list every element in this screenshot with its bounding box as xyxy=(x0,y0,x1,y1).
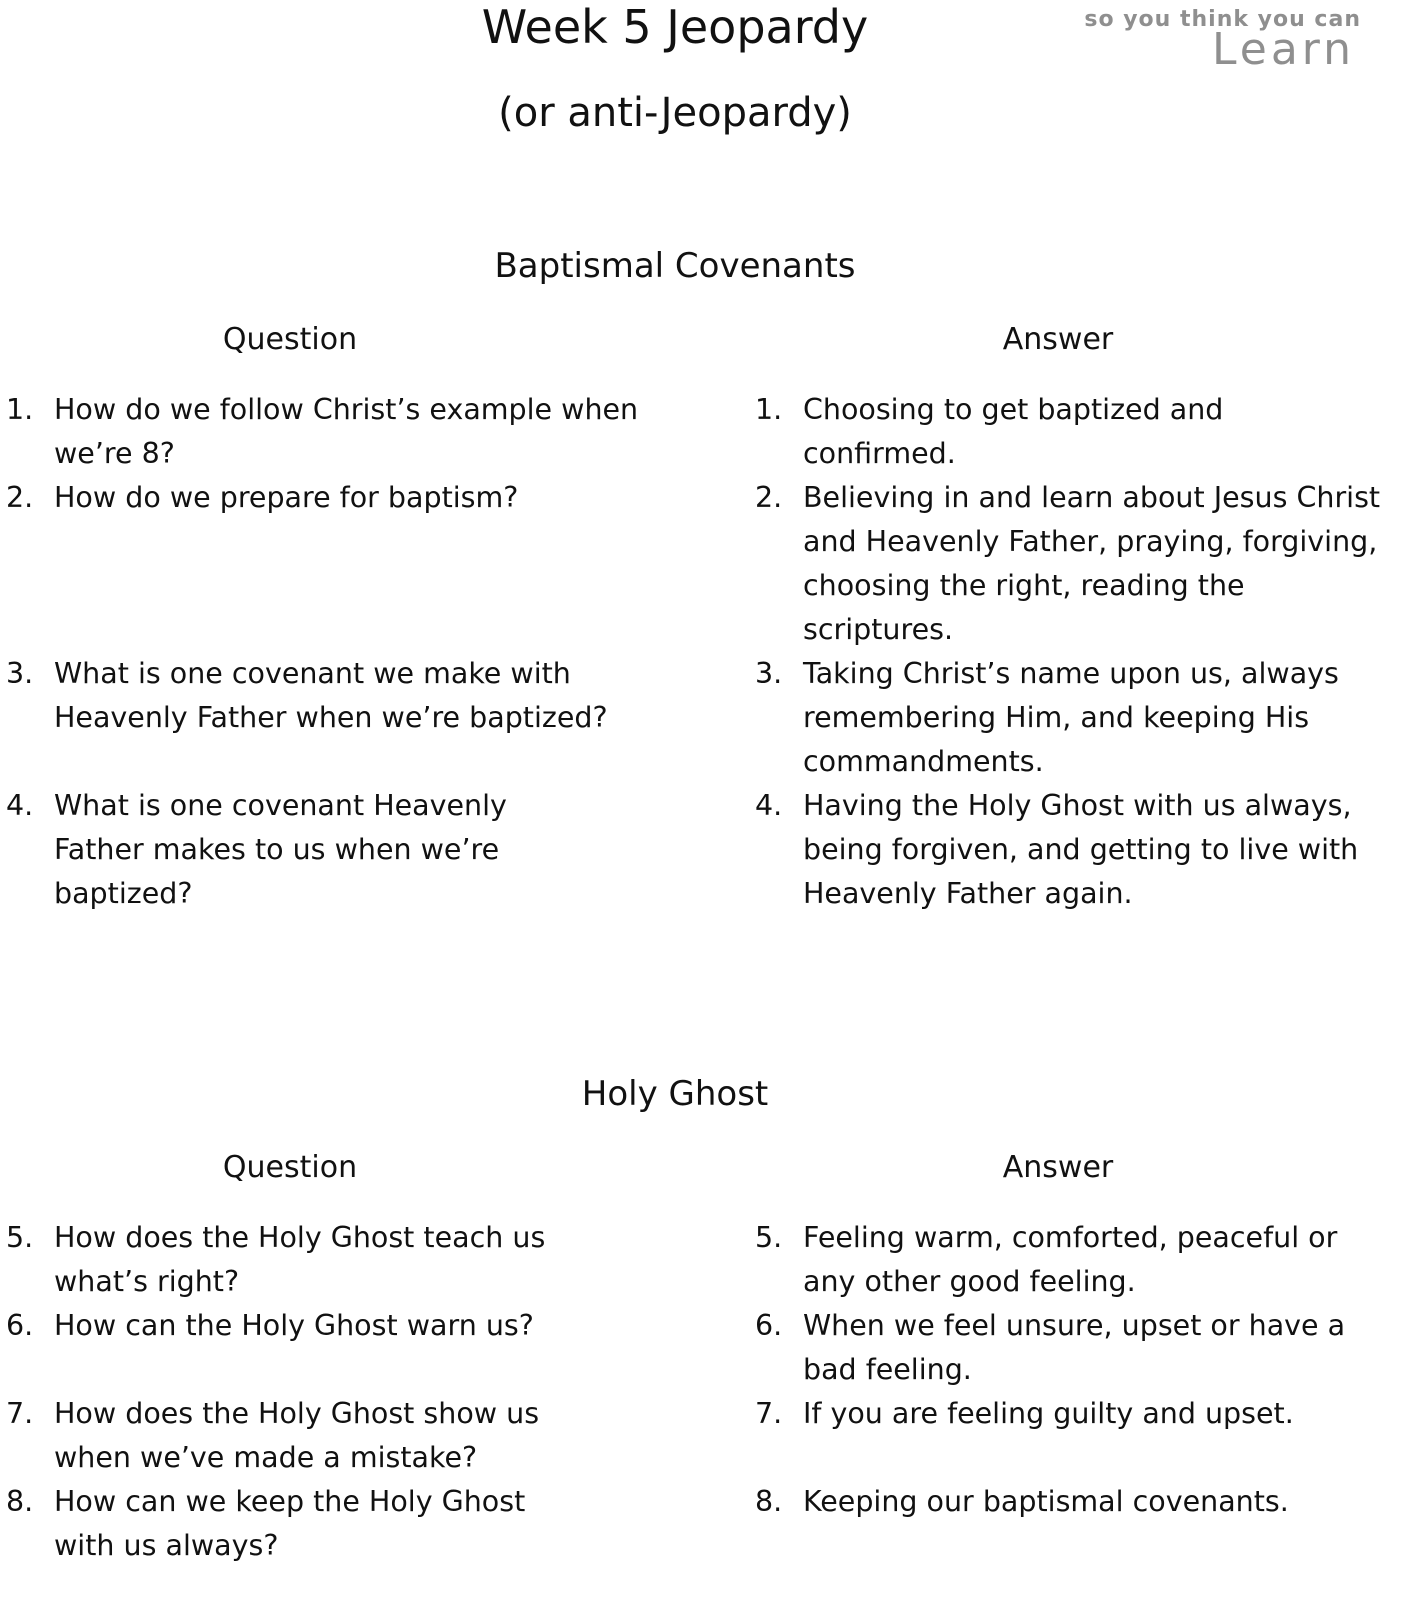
question-item xyxy=(6,388,666,476)
answer-item xyxy=(755,388,1315,476)
question-column-header: Question xyxy=(222,1150,358,1185)
question-item xyxy=(6,652,626,740)
answer-text: Keeping our baptismal covenants. xyxy=(803,1485,1289,1518)
page-title: Week 5 Jeopardy xyxy=(481,0,869,54)
question-text: How does the Holy Ghost teach us what’s right? xyxy=(54,1221,546,1298)
answer-number: 8. xyxy=(755,1485,783,1518)
question-text: What is one covenant we make with Heavenly Father when we’re baptized? xyxy=(54,657,608,734)
answer-number: 2. xyxy=(755,481,783,514)
question-item xyxy=(6,1304,666,1348)
answer-column-header: Answer xyxy=(1002,322,1114,357)
question-text: How can we keep the Holy Ghost with us always? xyxy=(54,1485,526,1562)
section-title-baptismal-covenants: Baptismal Covenants xyxy=(494,246,856,286)
answer-number: 7. xyxy=(755,1397,783,1430)
answer-text: Taking Christ’s name upon us, always remembering Him, and keeping His commandments. xyxy=(803,657,1339,778)
question-item xyxy=(6,784,566,916)
question-text: How do we prepare for baptism? xyxy=(54,481,519,514)
question-number: 4. xyxy=(6,789,34,822)
question-item xyxy=(6,1480,586,1568)
question-text: What is one covenant Heavenly Father makes to us when we’re baptized? xyxy=(54,789,507,910)
answer-text: Choosing to get baptized and confirmed. xyxy=(803,393,1224,470)
answer-text: If you are feeling guilty and upset. xyxy=(803,1397,1294,1430)
question-item xyxy=(6,1392,586,1480)
question-text: How do we follow Christ’s example when we’re 8? xyxy=(54,393,639,470)
question-number: 7. xyxy=(6,1397,34,1430)
question-number: 5. xyxy=(6,1221,34,1254)
question-text: How can the Holy Ghost warn us? xyxy=(54,1309,534,1342)
answer-item xyxy=(755,1304,1385,1392)
answer-item xyxy=(755,1392,1385,1436)
brand-logo xyxy=(1021,7,1361,75)
answer-item xyxy=(755,476,1385,652)
logo-wordmark: Learn xyxy=(1212,24,1355,75)
question-number: 6. xyxy=(6,1309,34,1342)
page-subtitle: (or anti-Jeopardy) xyxy=(498,90,852,136)
answer-number: 1. xyxy=(755,393,783,426)
answer-item xyxy=(755,784,1385,916)
question-item xyxy=(6,1216,606,1304)
answer-item xyxy=(755,1480,1385,1524)
question-number: 2. xyxy=(6,481,34,514)
logo-tagline: so you think you can xyxy=(1084,7,1361,32)
answer-item xyxy=(755,652,1385,784)
answer-number: 5. xyxy=(755,1221,783,1254)
answer-text: Having the Holy Ghost with us always, being forgiven, and getting to live with Heavenly Father again. xyxy=(803,789,1359,910)
answer-column-header: Answer xyxy=(1002,1150,1114,1185)
answer-text: Feeling warm, comforted, peaceful or any other good feeling. xyxy=(803,1221,1338,1298)
section-title-holy-ghost: Holy Ghost xyxy=(581,1074,769,1114)
question-number: 8. xyxy=(6,1485,34,1518)
question-column-header: Question xyxy=(222,322,358,357)
answer-number: 4. xyxy=(755,789,783,822)
question-number: 1. xyxy=(6,393,34,426)
answer-number: 3. xyxy=(755,657,783,690)
answer-item xyxy=(755,1216,1385,1304)
answer-text: When we feel unsure, upset or have a bad feeling. xyxy=(803,1309,1346,1386)
answer-number: 6. xyxy=(755,1309,783,1342)
answer-text: Believing in and learn about Jesus Christ and Heavenly Father, praying, forgiving, choosing the right, reading the scriptures. xyxy=(803,481,1381,646)
question-text: How does the Holy Ghost show us when we’ve made a mistake? xyxy=(54,1397,540,1474)
question-item xyxy=(6,476,666,520)
question-number: 3. xyxy=(6,657,34,690)
